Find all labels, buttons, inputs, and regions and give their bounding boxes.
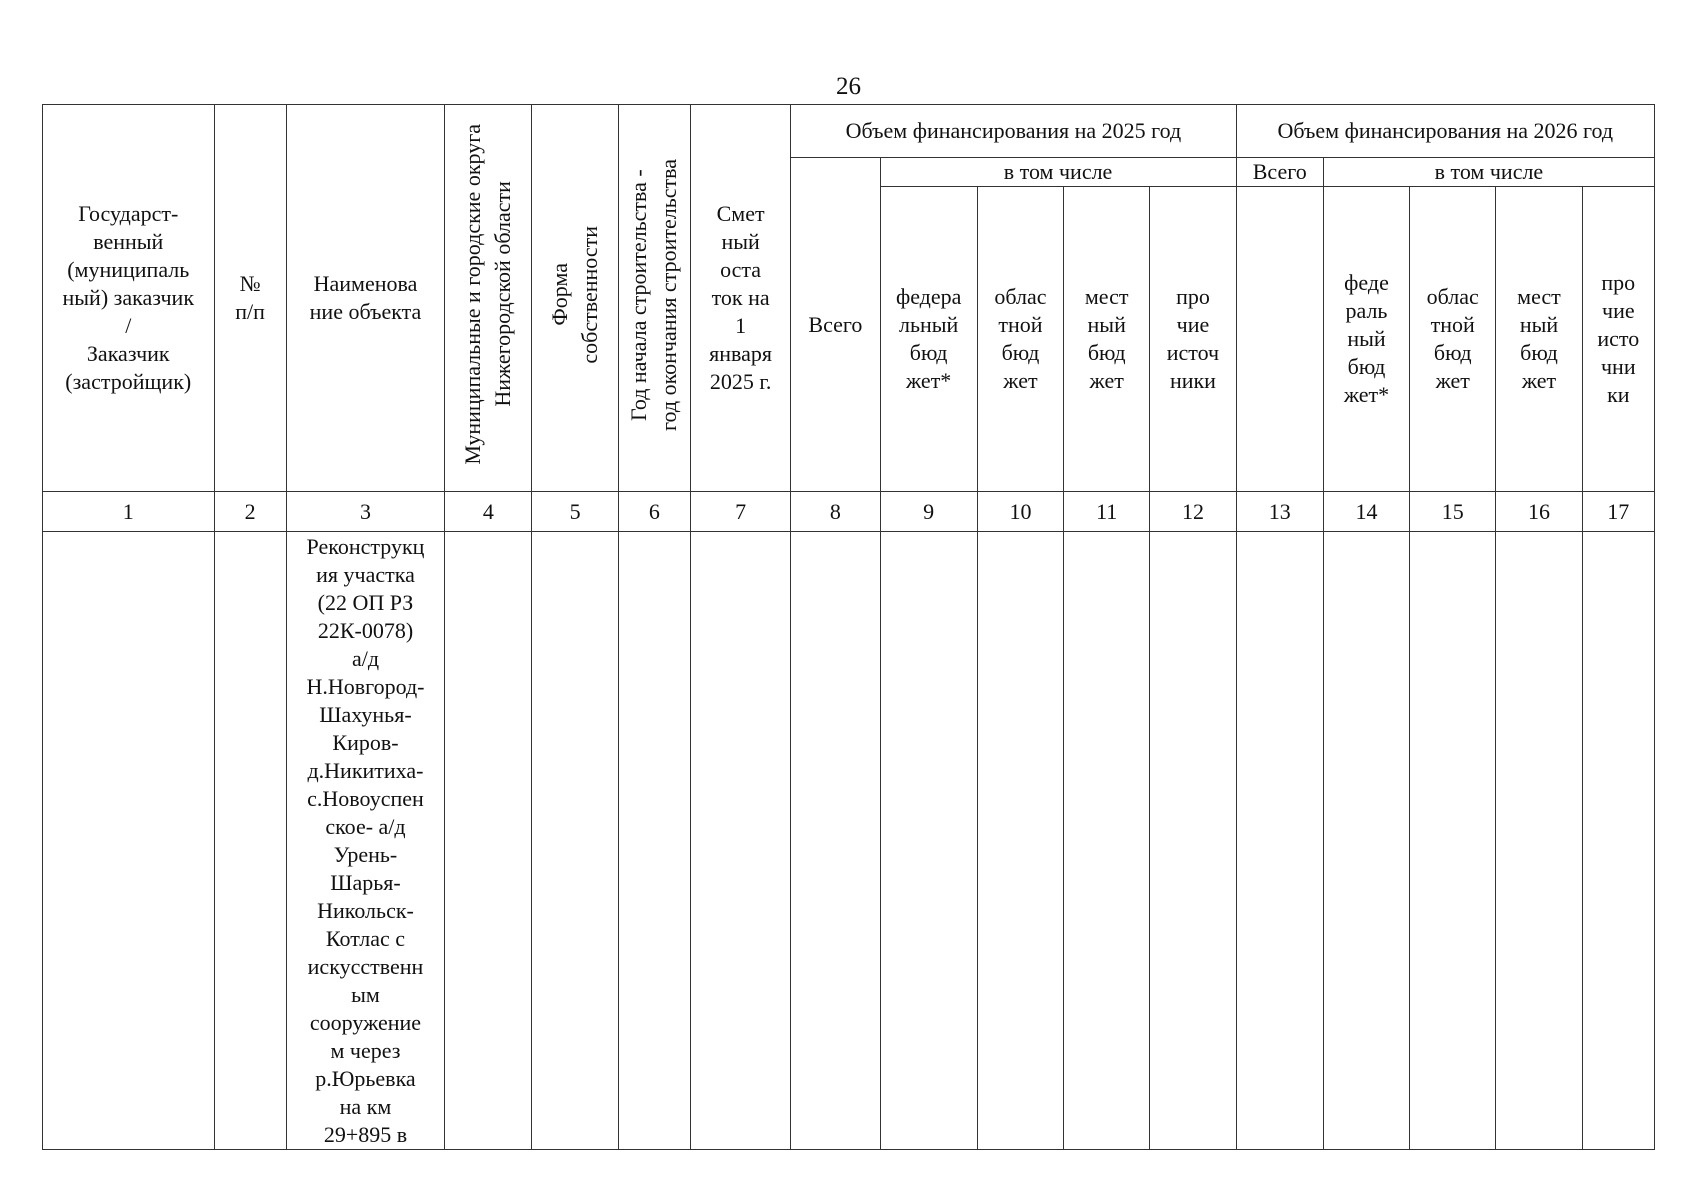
header-2026-including: в том числе xyxy=(1323,158,1654,187)
header-2025-total: Всего xyxy=(791,158,880,492)
cell-2025-other xyxy=(1150,532,1236,1150)
header-2026-local: мест ный бюд жет xyxy=(1496,187,1582,492)
header-number: № п/п xyxy=(214,105,286,492)
column-number: 3 xyxy=(286,492,444,532)
header-2026-federal: феде раль ный бюд жет* xyxy=(1323,187,1409,492)
column-number: 11 xyxy=(1064,492,1150,532)
cell-2025-regional xyxy=(977,532,1063,1150)
cell-2026-other xyxy=(1582,532,1654,1150)
column-number: 14 xyxy=(1323,492,1409,532)
column-number: 9 xyxy=(880,492,977,532)
cell-2025-total xyxy=(791,532,880,1150)
cell-municipal xyxy=(445,532,532,1150)
header-2025-other: про чие источ ники xyxy=(1150,187,1236,492)
column-number-row xyxy=(43,492,1655,532)
cell-2026-local xyxy=(1496,532,1582,1150)
column-number: 13 xyxy=(1236,492,1323,532)
cell-2025-federal xyxy=(880,532,977,1150)
financing-table xyxy=(42,104,1655,1150)
header-2026-total-empty xyxy=(1236,187,1323,492)
header-2025-regional: облас тной бюд жет xyxy=(977,187,1063,492)
column-number: 16 xyxy=(1496,492,1582,532)
column-number: 10 xyxy=(977,492,1063,532)
cell-construction-years xyxy=(618,532,690,1150)
table-row xyxy=(43,532,1655,1150)
cell-customer xyxy=(43,532,215,1150)
column-number: 12 xyxy=(1150,492,1236,532)
header-funding-2026: Объем финансирования на 2026 год xyxy=(1236,105,1654,158)
cell-2026-regional xyxy=(1410,532,1496,1150)
column-number: 8 xyxy=(791,492,880,532)
cell-ownership xyxy=(532,532,618,1150)
header-ownership: Форма собственности xyxy=(532,105,618,492)
header-object-name: Наименова ние объекта xyxy=(286,105,444,492)
header-construction-years: Год начала строительства - год окончания строительства xyxy=(618,105,690,492)
header-customer: Государст- венный (муниципаль ный) заказчик / Заказчик (застройщик) xyxy=(43,105,215,492)
header-funding-2025: Объем финансирования на 2025 год xyxy=(791,105,1236,158)
cell-2026-federal xyxy=(1323,532,1409,1150)
header-2025-including: в том числе xyxy=(880,158,1236,187)
column-number: 5 xyxy=(532,492,618,532)
column-number: 15 xyxy=(1410,492,1496,532)
header-2025-local: мест ный бюд жет xyxy=(1064,187,1150,492)
header-municipal: Муниципальные и городские округа Нижегородской области xyxy=(445,105,532,492)
column-number: 7 xyxy=(690,492,790,532)
header-2025-federal: федера льный бюд жет* xyxy=(880,187,977,492)
cell-object-name: Реконструкц ия участка (22 ОП РЗ 22К-0078) а/д Н.Новгород- Шахунья- Киров- д.Никитиха- с.Новоуспен ское- а/д Урень- Шарья- Никольск- Котлас с искусственн ым сооружение м через р.Юрьевка на км 29+895 в xyxy=(286,532,444,1150)
page-number: 26 xyxy=(836,73,861,100)
column-number: 4 xyxy=(445,492,532,532)
header-2026-regional: облас тной бюд жет xyxy=(1410,187,1496,492)
cell-2026-total xyxy=(1236,532,1323,1150)
column-number: 1 xyxy=(43,492,215,532)
header-estimate-balance: Смет ный оста ток на 1 января 2025 г. xyxy=(690,105,790,492)
header-2026-other: про чие исто чни ки xyxy=(1582,187,1654,492)
cell-number xyxy=(214,532,286,1150)
column-number: 2 xyxy=(214,492,286,532)
header-2026-total: Всего xyxy=(1236,158,1323,187)
header-row-top xyxy=(43,105,1655,158)
cell-estimate-balance xyxy=(690,532,790,1150)
cell-2025-local xyxy=(1064,532,1150,1150)
column-number: 17 xyxy=(1582,492,1654,532)
column-number: 6 xyxy=(618,492,690,532)
